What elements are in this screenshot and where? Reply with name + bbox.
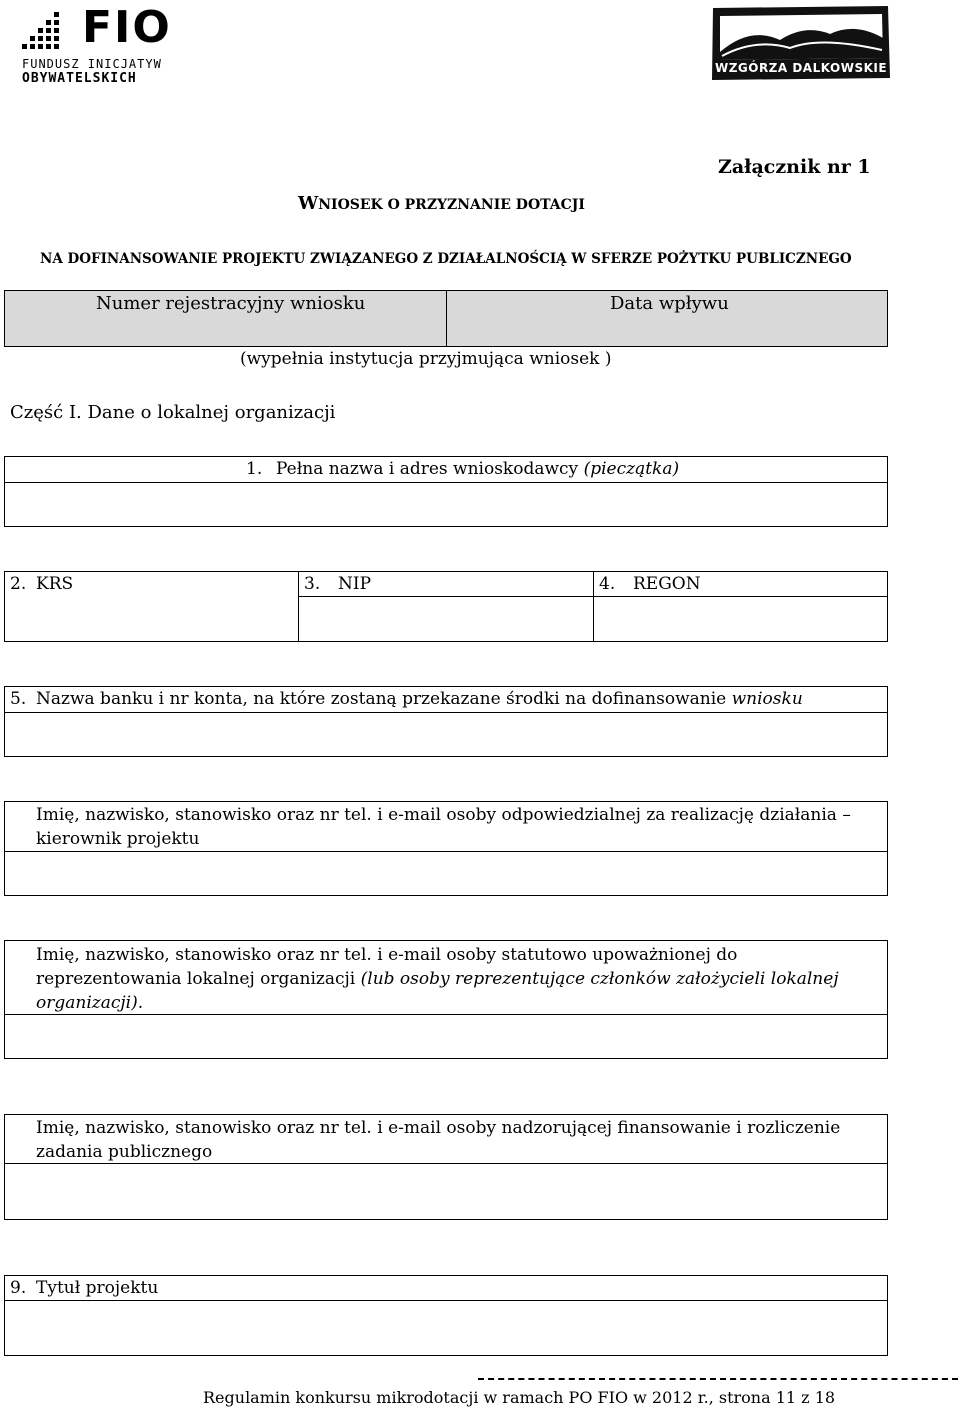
fio-logo xyxy=(20,2,180,88)
field-6-label xyxy=(10,803,860,851)
title-rest: NIOSEK O PRZYZNANIE DOTACJI xyxy=(318,197,585,213)
fio-logo-line1: FUNDUSZ INICJATYW xyxy=(22,57,162,71)
field-5-divider xyxy=(4,712,888,713)
field-3-input[interactable] xyxy=(300,598,591,640)
field-6-number xyxy=(10,803,36,827)
footer-dashed-line xyxy=(478,1378,958,1380)
field-1-number: 1. xyxy=(246,459,263,479)
field-7-input[interactable] xyxy=(6,1016,886,1057)
field-5-label xyxy=(10,687,803,711)
field-5-input[interactable] xyxy=(6,714,886,755)
field-5-number: 5. xyxy=(10,689,27,709)
field-3-number: 3. xyxy=(304,574,321,594)
registration-number-field[interactable]: Numer rejestracyjny wniosku xyxy=(96,293,366,314)
field-2-text: KRS xyxy=(36,574,74,594)
fio-dots-icon xyxy=(20,10,64,54)
field-2-number: 2. xyxy=(10,574,27,594)
field-9-divider xyxy=(4,1300,888,1301)
field-9-number: 9. xyxy=(10,1278,27,1298)
field-3-label xyxy=(304,572,371,596)
wzgorza-dalkowskie-logo xyxy=(710,4,892,82)
wzgorza-logo-text: WZGÓRZA DALKOWSKIE xyxy=(714,61,888,75)
field-9-label xyxy=(10,1276,158,1300)
fields-3-4-separator xyxy=(593,571,594,642)
field-5-text-italic: wniosku xyxy=(731,689,803,709)
field-1-label xyxy=(246,457,679,481)
field-9-text: Tytuł projektu xyxy=(36,1278,159,1298)
part1-heading: Część I. Dane o lokalnej organizacji xyxy=(10,402,336,423)
registration-note: (wypełnia instytucja przyjmująca wniosek ) xyxy=(240,349,612,369)
field-1-text: Pełna nazwa i adres wnioskodawcy xyxy=(276,459,584,479)
field-4-input[interactable] xyxy=(595,598,886,640)
field-6-divider xyxy=(4,851,888,852)
field-8-number xyxy=(10,1116,36,1140)
field-4-text: REGON xyxy=(633,574,701,594)
field-8-input[interactable] xyxy=(6,1165,886,1218)
registration-date-field[interactable]: Data wpływu xyxy=(610,293,729,314)
field-7-label xyxy=(10,943,860,1015)
field-2-input[interactable] xyxy=(6,598,296,640)
fio-logo-big: FIO xyxy=(82,2,172,53)
field-7-number xyxy=(10,943,36,967)
footer-text: Regulamin konkursu mikrodotacji w ramach PO FIO w 2012 r., strona 11 z 18 xyxy=(203,1388,836,1407)
page-title xyxy=(298,192,585,217)
field-9-input[interactable] xyxy=(6,1302,886,1354)
field-3-text: NIP xyxy=(338,574,372,594)
field-6-text: Imię, nazwisko, stanowisko oraz nr tel. i e-mail osoby odpowiedzialnej za realizację działania – kierownik projektu xyxy=(36,805,851,849)
fields-2-3-separator xyxy=(298,571,299,642)
field-4-number: 4. xyxy=(599,574,616,594)
field-8-text: Imię, nazwisko, stanowisko oraz nr tel. i e-mail osoby nadzorującej finansowanie i rozliczenie zadania publicznego xyxy=(36,1118,841,1162)
field-7-text: Imię, nazwisko, stanowisko oraz nr tel. i e-mail osoby statutowo upoważnionej do reprezentowania lokalnej organizacji xyxy=(36,945,738,989)
title-first-letter: W xyxy=(298,193,319,214)
field-7-text-italic: (lub osoby reprezentujące członków założycieli lokalnej organizacji). xyxy=(36,969,839,1013)
registration-divider xyxy=(446,290,447,347)
subtitle: NA DOFINANSOWANIE PROJEKTU ZWIĄZANEGO Z DZIAŁALNOŚCIĄ W SFERZE POŻYTKU PUBLICZNEGO xyxy=(40,251,852,267)
field-5-text: Nazwa banku i nr konta, na które zostaną przekazane środki na dofinansowanie xyxy=(36,689,732,709)
field-4-label xyxy=(599,572,701,596)
field-6-input[interactable] xyxy=(6,853,886,894)
fio-logo-line2: OBYWATELSKICH xyxy=(22,71,137,86)
field-1-input[interactable] xyxy=(6,484,886,525)
field-8-label xyxy=(10,1116,860,1164)
field-1-text-italic: (pieczątka) xyxy=(583,459,680,479)
field-2-label xyxy=(10,572,73,596)
attachment-label: Załącznik nr 1 xyxy=(718,156,871,178)
field-1-divider xyxy=(4,482,888,483)
